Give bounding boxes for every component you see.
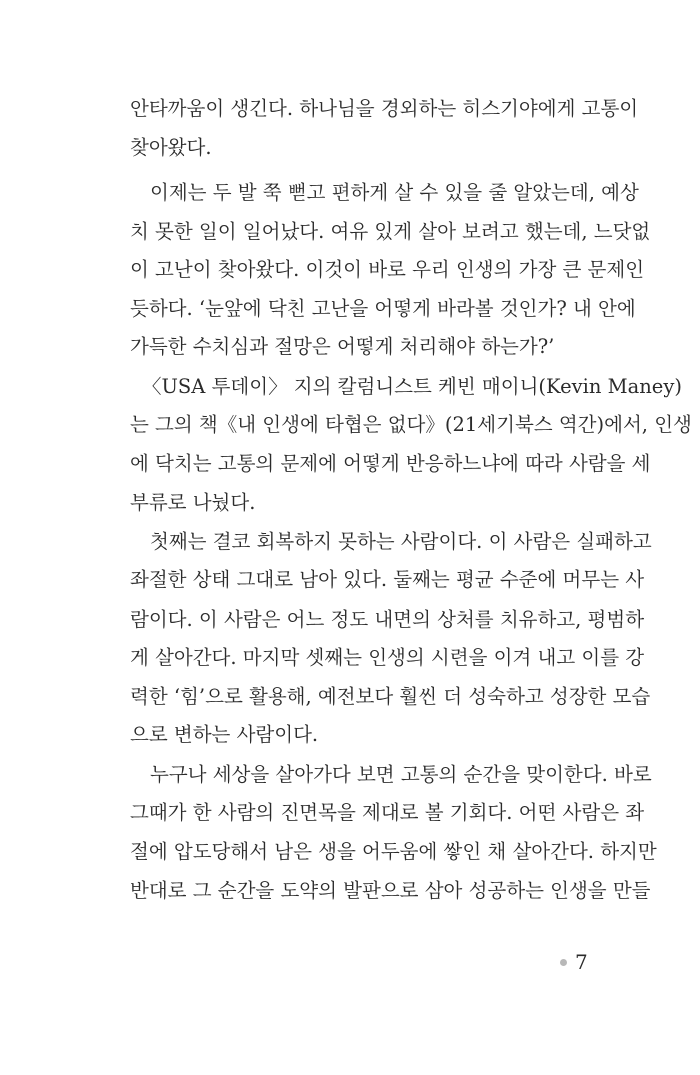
text-line: 듯하다. ‘눈앞에 닥친 고난을 어떻게 바라볼 것인가? 내 안에 [130,297,636,320]
text-line: 게 살아간다. 마지막 셋째는 인생의 시련을 이겨 내고 이를 강 [130,646,645,669]
text-line: 좌절한 상태 그대로 남아 있다. 둘째는 평균 수준에 머무는 사 [130,568,645,591]
text-line: 반대로 그 순간을 도약의 발판으로 삼아 성공하는 인생을 만들 [130,879,651,902]
text-line: 이 고난이 찾아왔다. 이것이 바로 우리 인생의 가장 큰 문제인 [130,258,645,281]
text-line: 그때가 한 사람의 진면목을 제대로 볼 기회다. 어떤 사람은 좌 [130,801,645,824]
page-number: 7 [575,950,588,974]
text-line: 절에 압도당해서 남은 생을 어두움에 쌓인 채 살아간다. 하지만 [130,840,657,863]
text-line: 첫째는 결코 회복하지 못하는 사람이다. 이 사람은 실패하고 [150,530,652,553]
text-line: 부류로 나눴다. [130,491,256,514]
text-line: 으로 변하는 사람이다. [130,723,319,746]
text-line: 찾아왔다. [130,136,212,159]
text-line: 누구나 세상을 살아가다 보면 고통의 순간을 맞이한다. 바로 [150,763,652,786]
text-line: 가득한 수치심과 절망은 어떻게 처리해야 하는가?’ [130,335,555,358]
text-line: 력한 ‘힘’으로 활용해, 예전보다 훨씬 더 성숙하고 성장한 모습 [130,685,651,708]
text-line: 는 그의 책《내 인생에 타협은 없다》(21세기북스 역간)에서, 인생 [130,413,692,436]
text-line: 〈USA 투데이〉 지의 칼럼니스트 케빈 매이니(Kevin Maney) [142,375,682,398]
text-line: 람이다. 이 사람은 어느 정도 내면의 상처를 치유하고, 평범하 [130,608,645,631]
text-line: 안타까움이 생긴다. 하나님을 경외하는 히스기야에게 고통이 [130,97,639,120]
text-line: 이제는 두 발 쭉 뻗고 편하게 살 수 있을 줄 알았는데, 예상 [150,181,639,204]
page-footer [560,950,588,974]
text-line: 치 못한 일이 일어났다. 여유 있게 살아 보려고 했는데, 느닷없 [130,220,651,243]
text-line: 에 닥치는 고통의 문제에 어떻게 반응하느냐에 따라 사람을 세 [130,452,651,475]
bullet-icon [560,959,567,966]
